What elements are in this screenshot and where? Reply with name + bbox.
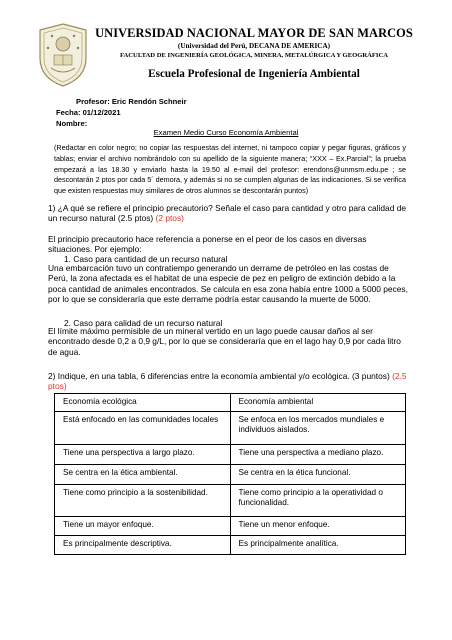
- table-cell: Tiene un mayor enfoque.: [55, 517, 231, 536]
- case-2-body: El límite máximo permisible de un mineral vertido en un lago puede causar daños al ser encontrado desde 0,2 a 0,9 g/L, por lo que se consideraría que en el lago hay 0,9 por cada litro de agua.: [48, 326, 401, 357]
- answer-1-intro: El principio precautorio hace referencia a ponerse en el peor de los casos en diversas situaciones. Por ejemplo:: [48, 234, 367, 255]
- table-row: [55, 412, 406, 445]
- table-cell: Se enfoca en los mercados mundiales e individuos aislados.: [230, 412, 406, 445]
- table-row: [55, 485, 406, 517]
- table-row: [55, 536, 406, 555]
- question-2-score: (2.5 ptos): [48, 371, 407, 392]
- professor-line: Profesor: Eric Rendón Schneir: [76, 97, 187, 106]
- table-cell: Tiene un menor enfoque.: [230, 517, 406, 536]
- date-line: Fecha: 01/12/2021: [56, 108, 121, 117]
- exam-instructions: (Redactar en color negro; no copiar las respuestas del internet, ni tampoco copiar y pegar figuras, gráficos y tablas; enviar el archivo nombrándolo con su apellido de la siguiente manera; “XXX – Ex.Parcial”; la prueba empezará a las 18.30 y enviarlo hasta la 19.50 al e-mail del profesor: erendons@unmsm.edu.pe ; se descontarán 2 ptos por cada 5´ demora, y además si no se cumplen algunas de las indicaciones. Si se verifica que existen respuestas muy similares de otros alumnos se descontarán puntos): [54, 143, 406, 196]
- table-cell: Tiene una perspectiva a mediano plazo.: [230, 445, 406, 465]
- university-name: UNIVERSIDAD NACIONAL MAYOR DE SAN MARCOS: [95, 26, 413, 40]
- question-1: [48, 203, 408, 224]
- university-subtitle: (Universidad del Perú, DECANA DE AMERICA): [177, 42, 331, 50]
- table-cell: Es principalmente analítica.: [230, 536, 406, 555]
- table-header-ecological: Economía ecológica: [55, 394, 231, 412]
- question-2: [48, 371, 408, 392]
- table-cell: Tiene como principio a la operatividad o funcionalidad.: [230, 485, 406, 517]
- question-1-score: (2 ptos): [155, 213, 184, 224]
- table-cell: Se centra en la ética ambiental.: [55, 465, 231, 485]
- question-2-text: 2) Indique, en una tabla, 6 diferencias entre la economía ambiental y/o ecológica. (3 puntos): [48, 371, 393, 381]
- document-header: [36, 22, 416, 92]
- comparison-table: [54, 393, 406, 555]
- faculty-name: FACULTAD DE INGENIERÍA GEOLÓGICA, MINERA, METALÚRGICA Y GEOGRÁFICA: [120, 52, 388, 59]
- case-1-body: Una embarcación tuvo un contratiempo generando un derrame de petróleo en las costas de Perú, la zona afectada es el habitat de una especie de pez en peligro de extinción debido a la poca cantidad de animales encontrados. Se calcula en esa zona había entre 1000 a 5000 peces, por lo que se consideraría que este derrame podría estar causando la muerte de 5000.: [48, 263, 408, 305]
- case-1-title: 1. Caso para cantidad de un recurso natural: [64, 254, 228, 264]
- question-1-text: 1) ¿A qué se refiere el principio precautorio? Señale el caso para cantidad y otro para calidad de un recurso natural (2.5 ptos): [48, 203, 407, 224]
- case-2-title: 2. Caso para calidad de un recurso natural: [64, 318, 223, 328]
- exam-title: Examen Medio Curso Economía Ambiental: [153, 128, 299, 137]
- school-name: Escuela Profesional de Ingeniería Ambiental: [148, 68, 360, 80]
- table-cell: Se centra en la ética funcional.: [230, 465, 406, 485]
- table-header-environmental: Economía ambiental: [230, 394, 406, 412]
- table-row: [55, 465, 406, 485]
- university-seal-icon: [36, 22, 90, 88]
- name-line: Nombre:: [56, 119, 88, 128]
- table-row: [55, 445, 406, 465]
- table-row: [55, 517, 406, 536]
- table-cell: Está enfocado en las comunidades locales: [55, 412, 231, 445]
- table-cell: Es principalmente descriptiva.: [55, 536, 231, 555]
- table-header-row: [55, 394, 406, 412]
- table-cell: Tiene una perspectiva a largo plazo.: [55, 445, 231, 465]
- table-cell: Tiene como principio a la sostenibilidad.: [55, 485, 231, 517]
